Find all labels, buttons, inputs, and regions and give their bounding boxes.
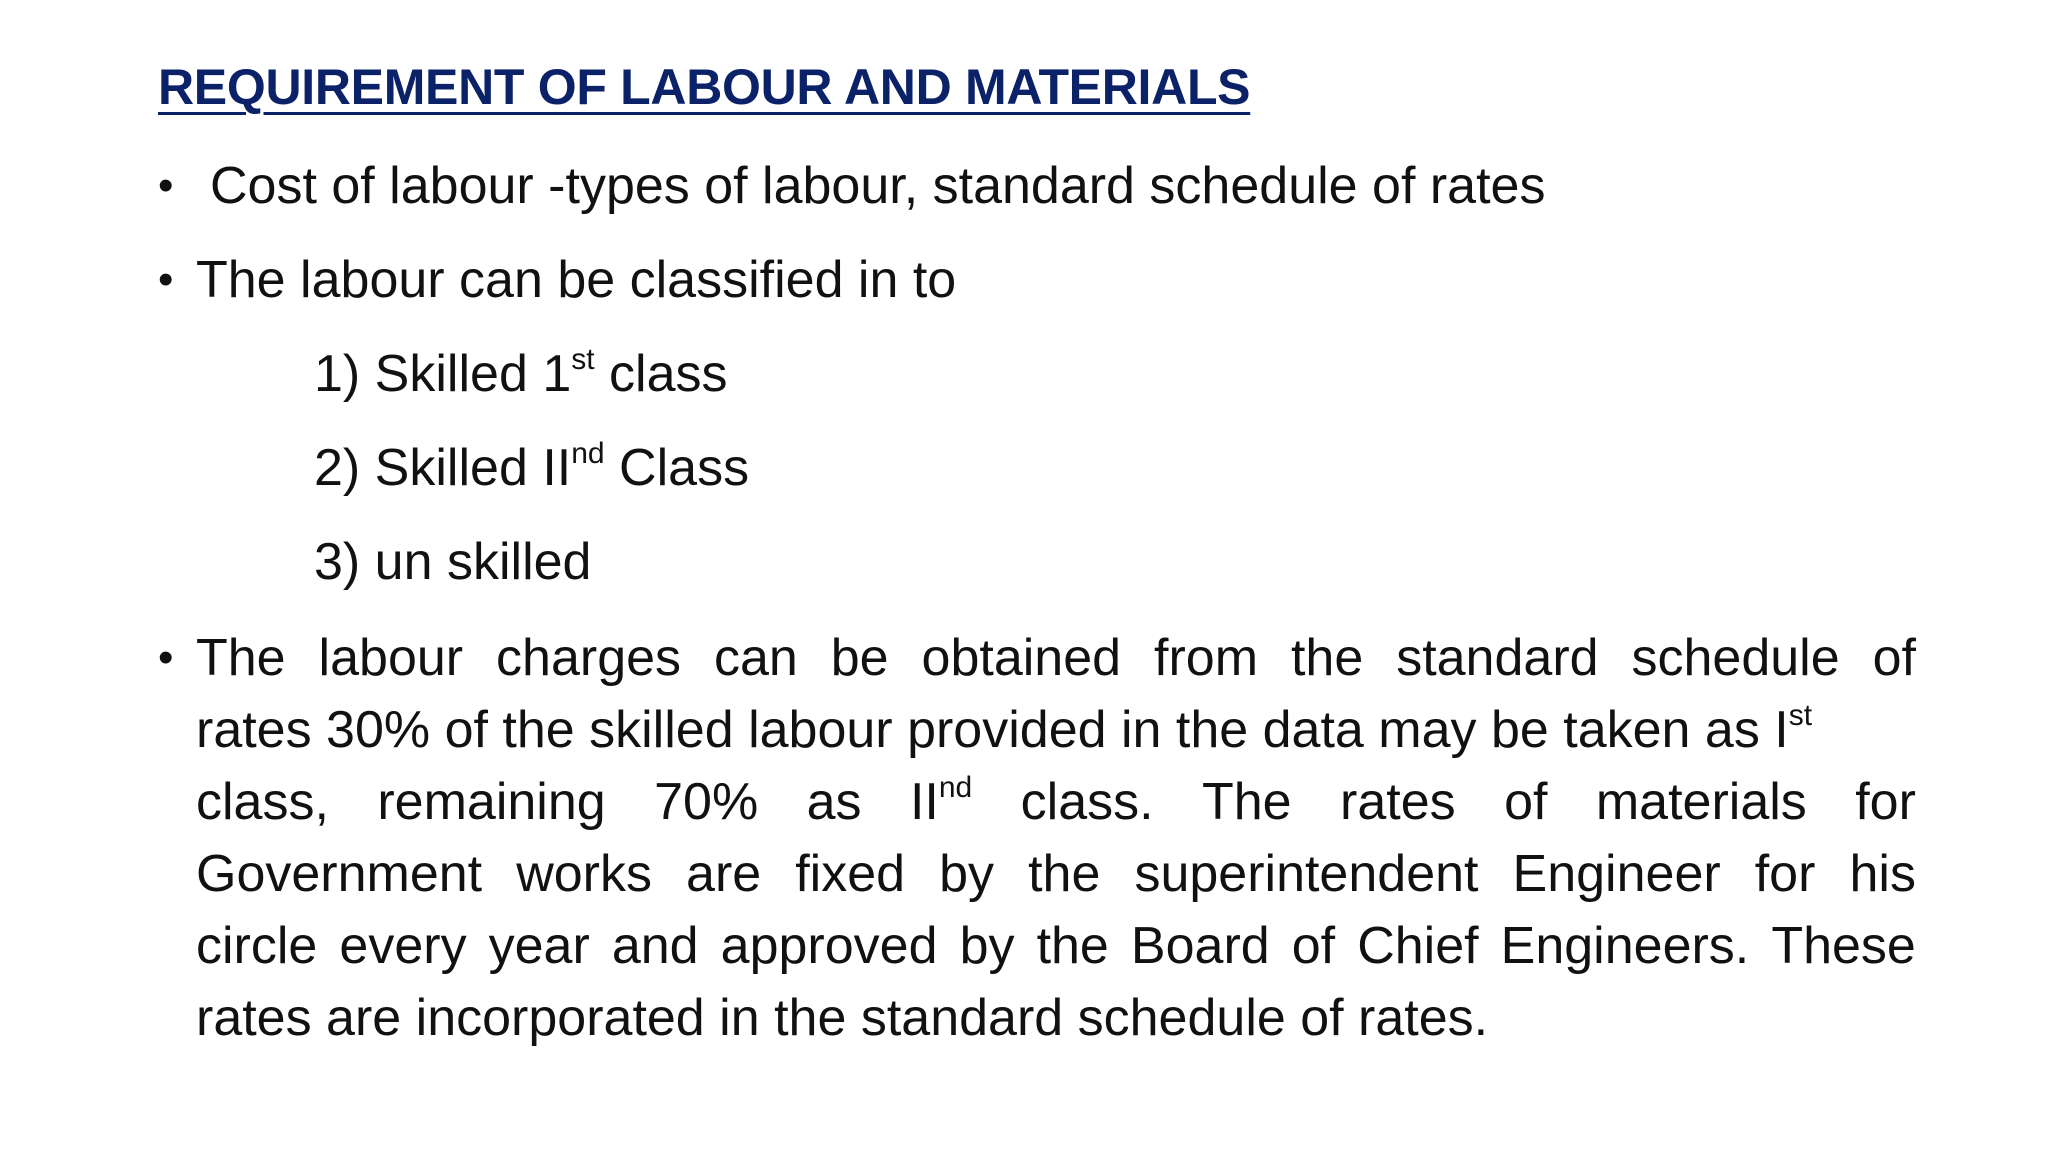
paragraph-line-4-word: superintendent (1134, 845, 1479, 903)
paragraph-line-2 (196, 694, 1916, 766)
paragraph-line-1 (196, 622, 1916, 694)
bullet-text: Cost of labour -types of labour, standard schedule of rates (210, 157, 1546, 215)
bullet-icon: • (158, 161, 174, 210)
sub-item-skilled-first-class (314, 338, 728, 410)
paragraph-line-3-word: rates (1340, 773, 1456, 831)
paragraph-line-3-word: class. (1020, 773, 1154, 831)
paragraph-line-3-word: class, (196, 773, 329, 831)
paragraph-line-5-word: Board (1130, 917, 1270, 975)
sub-item-superscript: st (571, 343, 595, 376)
paragraph-line-3-word: materials (1595, 773, 1807, 831)
paragraph-line-4-word: the (1028, 845, 1101, 903)
paragraph-line-1-word: charges (496, 629, 682, 687)
paragraph-line-4-word: works (516, 845, 652, 903)
paragraph-line-1-word: labour (318, 629, 464, 687)
sub-item-text: 2) Skilled II (314, 439, 572, 497)
paragraph-line-4-word: are (686, 845, 762, 903)
paragraph-line-5 (196, 910, 1916, 982)
paragraph-line-5-word: every (339, 917, 467, 975)
paragraph-line-3 (196, 766, 1916, 838)
paragraph-line-3-word: remaining (377, 773, 606, 831)
paragraph-line-3-word: The (1202, 773, 1292, 831)
sub-item-skilled-second-class (314, 432, 749, 504)
paragraph-line-1-word: be (830, 629, 889, 687)
paragraph-line-1-word: from (1154, 629, 1259, 687)
paragraph-line-4-word: Government (196, 845, 483, 903)
paragraph-line-5-word: the (1036, 917, 1109, 975)
slide-title: REQUIREMENT OF LABOUR AND MATERIALS (158, 59, 1251, 115)
bullet-icon: • (158, 633, 174, 682)
paragraph-line-3-word: of (1504, 773, 1548, 831)
paragraph-line-1-word: schedule (1631, 629, 1840, 687)
paragraph-line-5-word: Engineers. (1500, 917, 1750, 975)
paragraph-line-5-word: year (488, 917, 590, 975)
sub-item-text: 3) un skilled (314, 533, 592, 591)
paragraph-line-1-word: the (1290, 629, 1364, 687)
paragraph-line-5-word: by (959, 917, 1015, 975)
paragraph-line-5-word: These (1771, 917, 1916, 975)
sub-item-text: 1) Skilled 1 (314, 345, 572, 403)
sub-item-superscript: nd (571, 437, 605, 470)
paragraph-line-4 (196, 838, 1916, 910)
sub-item-suffix: class (594, 345, 728, 403)
paragraph-line-3-word: as (806, 773, 862, 831)
paragraph-text (196, 622, 1916, 1054)
paragraph-line-4-word: by (939, 845, 995, 903)
paragraph-line-4-word: his (1849, 845, 1916, 903)
paragraph-line-5-word: Chief (1357, 917, 1479, 975)
paragraph-line-4-word: for (1754, 845, 1816, 903)
sub-item-unskilled (314, 526, 591, 598)
bullet-icon: • (158, 255, 174, 304)
paragraph-line-5-word: approved (720, 917, 938, 975)
paragraph-line-1-word: obtained (921, 629, 1122, 687)
paragraph-line-5-word: and (611, 917, 699, 975)
paragraph-line-4-word: fixed (795, 845, 906, 903)
paragraph-line-2-text: rates 30% of the skilled labour provided in the data may be taken as I (196, 701, 1789, 759)
paragraph-line-1-word: of (1872, 629, 1916, 687)
paragraph-line-6: rates are incorporated in the standard schedule of rates. (196, 989, 1489, 1047)
paragraph-line-1-word: standard (1396, 629, 1599, 687)
paragraph-line-1-word: The (196, 629, 286, 687)
paragraph-line-3-word: 70% (654, 773, 759, 831)
paragraph-line-3-word: IInd (909, 771, 973, 831)
paragraph-line-5-word: of (1291, 917, 1336, 975)
bullet-text: The labour can be classified in to (196, 251, 957, 309)
paragraph-line-1-word: can (713, 629, 798, 687)
sub-item-suffix: Class (604, 439, 750, 497)
paragraph-line-5-word: circle (196, 917, 318, 975)
paragraph-line-3-word: for (1855, 773, 1916, 831)
paragraph-superscript: st (1788, 699, 1813, 732)
paragraph-superscript: nd (938, 771, 973, 804)
paragraph-line-4-word: Engineer (1512, 845, 1721, 903)
